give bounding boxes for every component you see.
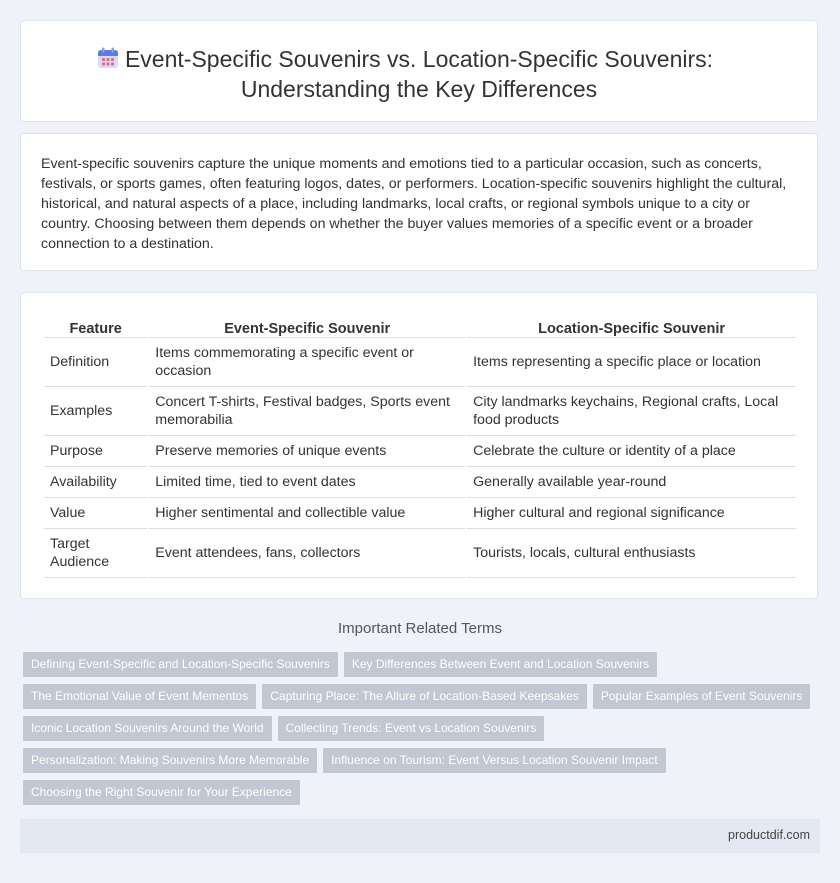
table-cell: City landmarks keychains, Regional crafts, Local food products: [467, 387, 796, 436]
table-cell: Target Audience: [44, 529, 147, 578]
table-row: [44, 387, 796, 436]
table-cell: Tourists, locals, cultural enthusiasts: [467, 529, 796, 578]
comparison-card: [20, 292, 818, 599]
related-term-tag[interactable]: Influence on Tourism: Event Versus Location Souvenir Impact: [323, 748, 666, 773]
footer: [20, 819, 820, 853]
intro-text: Event-specific souvenirs capture the unique moments and emotions tied to a particular occasion, such as concerts, festivals, or sports games, often featuring logos, dates, or performers. Location-specific souvenirs highlight the cultural, historical, and natural aspects of a place, including landmarks, local crafts, or regional symbols unique to a city or country. Choosing between them depends on whether the buyer values memories of a specific event or a broader connection to a destination.: [41, 156, 787, 252]
footer-site-link[interactable]: productdif.com: [728, 828, 810, 842]
related-term-tag[interactable]: Defining Event-Specific and Location-Specific Souvenirs: [23, 652, 338, 677]
table-cell: Definition: [44, 338, 147, 387]
table-cell: Generally available year-round: [467, 467, 796, 498]
related-term-tag[interactable]: Key Differences Between Event and Location Souvenirs: [344, 652, 657, 677]
related-term-tag[interactable]: Choosing the Right Souvenir for Your Experience: [23, 780, 300, 805]
related-term-tag[interactable]: Capturing Place: The Allure of Location-Based Keepsakes: [262, 684, 587, 709]
table-cell: Higher cultural and regional significance: [467, 498, 796, 529]
table-row: [44, 338, 796, 387]
table-cell: Preserve memories of unique events: [149, 436, 465, 467]
table-row: [44, 498, 796, 529]
table-row: [44, 436, 796, 467]
related-term-tag[interactable]: The Emotional Value of Event Mementos: [23, 684, 256, 709]
page-title-line1: Event-Specific Souvenirs vs. Location-Specific Souvenirs:: [124, 46, 714, 72]
table-cell: Items representing a specific place or location: [467, 338, 796, 387]
table-row: [44, 529, 796, 578]
related-terms-title: Important Related Terms: [338, 620, 502, 637]
page-title-line2: Understanding the Key Differences: [240, 76, 598, 102]
header-feature: Feature: [44, 315, 147, 338]
related-term-tag[interactable]: Personalization: Making Souvenirs More Memorable: [23, 748, 317, 773]
related-term-tag[interactable]: Iconic Location Souvenirs Around the World: [23, 716, 272, 741]
table-cell: Event attendees, fans, collectors: [149, 529, 465, 578]
title-card: [20, 20, 818, 122]
header-location: Location-Specific Souvenir: [467, 315, 796, 338]
table-cell: Concert T-shirts, Festival badges, Sports event memorabilia: [149, 387, 465, 436]
table-cell: Higher sentimental and collectible value: [149, 498, 465, 529]
related-terms-list: [23, 652, 813, 812]
page-title: [21, 44, 817, 104]
table-row: [44, 467, 796, 498]
table-cell: Celebrate the culture or identity of a place: [467, 436, 796, 467]
table-cell: Items commemorating a specific event or occasion: [149, 338, 465, 387]
table-cell: Examples: [44, 387, 147, 436]
table-cell: Limited time, tied to event dates: [149, 467, 465, 498]
related-term-tag[interactable]: Popular Examples of Event Souvenirs: [593, 684, 810, 709]
header-event: Event-Specific Souvenir: [149, 315, 465, 338]
comparison-table: [42, 315, 798, 578]
table-header-row: [44, 315, 796, 338]
table-cell: Value: [44, 498, 147, 529]
related-term-tag[interactable]: Collecting Trends: Event vs Location Souvenirs: [278, 716, 545, 741]
intro-card: [20, 133, 818, 271]
table-cell: Availability: [44, 467, 147, 498]
table-cell: Purpose: [44, 436, 147, 467]
